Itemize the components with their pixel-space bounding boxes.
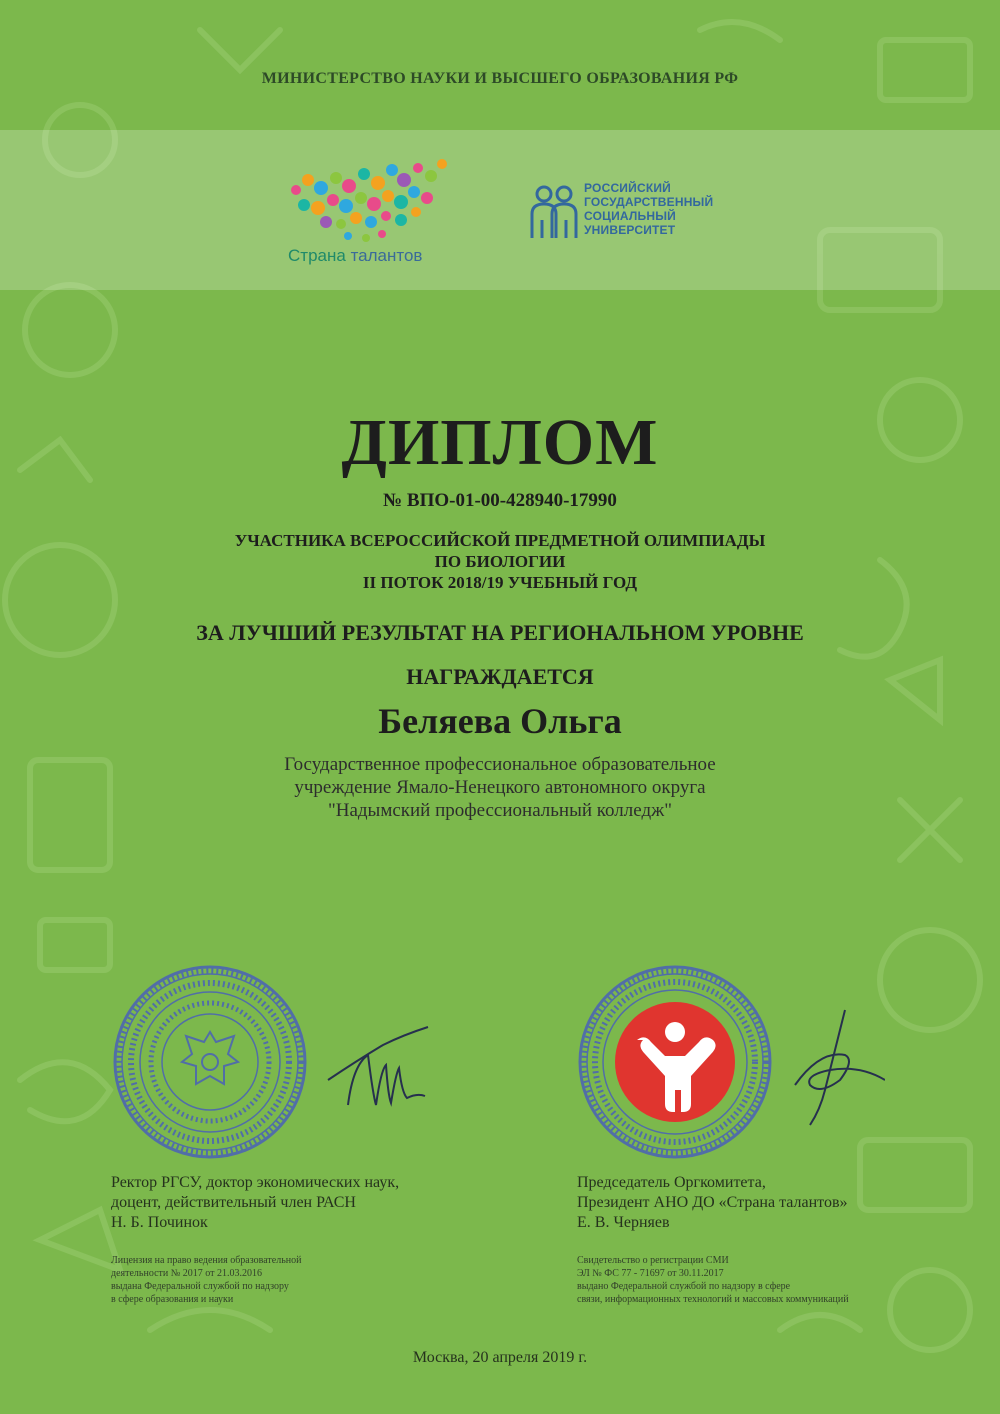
org-line: учреждение Ямало-Ненецкого автономного округа [294,777,706,798]
wordmark-word1: Страна [288,246,346,265]
signature-right [785,1005,885,1130]
logo-band [0,130,1000,290]
rgsu-seal-stamp [110,962,310,1162]
result-heading: ЗА ЛУЧШИЙ РЕЗУЛЬТАТ НА РЕГИОНАЛЬНОМ УРОВНЕ [196,620,804,645]
signatory-right-line: Е. В. Черняев [577,1214,670,1231]
rgsu-line: СОЦИАЛЬНЫЙ [584,209,676,223]
rgsu-line: УНИВЕРСИТЕТ [584,223,676,237]
awarded-heading: НАГРАЖДАЕТСЯ [406,664,594,689]
diploma-title: ДИПЛОМ [341,406,659,479]
subtitle-line: ПО БИОЛОГИИ [434,552,566,571]
diploma-subtitle [0,530,1000,593]
recipient-name: Беляева Ольга [378,701,622,741]
license-right-line: связи, информационных технологий и массовых коммуникаций [577,1294,849,1305]
diploma-number: № ВПО-01-00-428940-17990 [383,490,617,511]
license-left-line: Лицензия на право ведения образовательной [111,1255,302,1266]
license-left-line: деятельности № 2017 от 21.03.2016 [111,1268,263,1279]
issue-date: Москва, 20 апреля 2019 г. [412,1349,588,1366]
license-right-line: выдано Федеральной службой по надзору в сфере [577,1281,791,1292]
strana-talantov-seal-stamp [575,962,775,1162]
wordmark-word2: талантов [350,246,423,265]
license-right-line: ЭЛ № ФС 77 - 71697 от 30.11.2017 [577,1268,724,1279]
license-left-line: в сфере образования и науки [111,1294,234,1305]
org-line: "Надымский профессиональный колледж" [327,800,672,821]
signatory-left-line: Ректор РГСУ, доктор экономических наук, [111,1174,400,1191]
rgsu-line: РОССИЙСКИЙ [584,181,672,195]
org-line: Государственное профессиональное образовательное [284,754,716,775]
signatory-left [111,1173,399,1233]
signatory-right [577,1173,848,1233]
rgsu-wordmark [584,181,744,237]
signatory-left-line: доцент, действительный член РАСН [111,1194,356,1211]
license-left [111,1254,301,1306]
rgsu-logo-icon [528,182,580,240]
subtitle-line: II ПОТОК 2018/19 УЧЕБНЫЙ ГОД [362,573,638,592]
license-right [577,1254,849,1306]
strana-talantov-wordmark [288,246,422,266]
ministry-header: МИНИСТЕРСТВО НАУКИ И ВЫСШЕГО ОБРАЗОВАНИЯ РФ [261,70,739,87]
recipient-organization [0,753,1000,822]
license-right-line: Свидетельство о регистрации СМИ [577,1255,729,1266]
license-left-line: выдана Федеральной службой по надзору [111,1281,289,1292]
signatory-right-line: Председатель Оргкомитета, [577,1174,766,1191]
rgsu-line: ГОСУДАРСТВЕННЫЙ [584,195,714,209]
signatory-left-line: Н. Б. Починок [111,1214,208,1231]
signature-left [318,1020,448,1115]
signatory-right-line: Президент АНО ДО «Страна талантов» [577,1194,848,1211]
subtitle-line: УЧАСТНИКА ВСЕРОССИЙСКОЙ ПРЕДМЕТНОЙ ОЛИМПИАДЫ [234,531,766,550]
